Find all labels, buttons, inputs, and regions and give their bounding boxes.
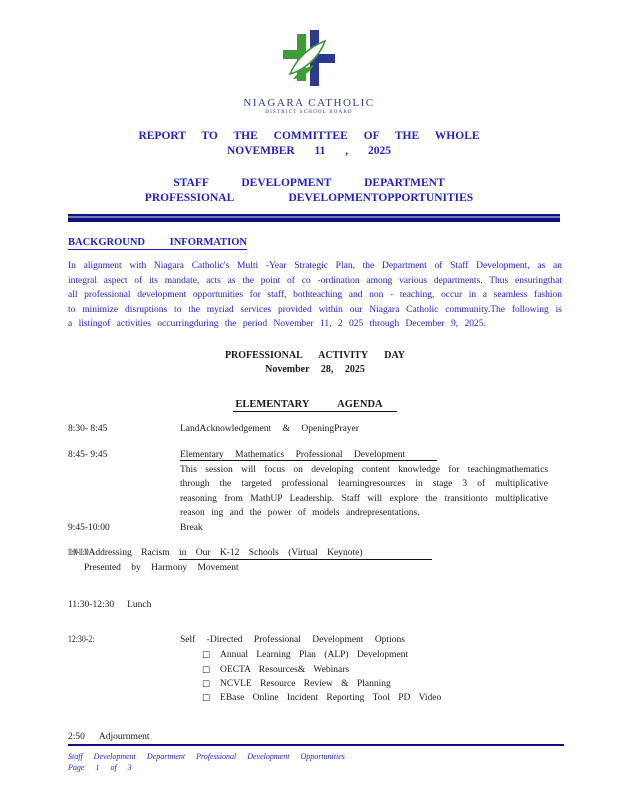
agenda-list	[68, 422, 562, 745]
agenda-time: 8:45- 9:45	[68, 450, 108, 461]
bullet-item: □ OECTA Resources& Webinars	[202, 664, 350, 675]
report-date: NOVEMBER 11 , 2025	[226, 145, 392, 157]
elementary-agenda-heading: ELEMENTARY AGENDA	[68, 399, 562, 410]
agenda-row-adjournment	[68, 730, 562, 745]
report-title: REPORT TO THE COMMITTEE OF THE WHOLE	[138, 130, 480, 142]
org-name: NIAGARA CATHOLIC	[243, 97, 375, 109]
department-subtitle: PROFESSIONAL DEVELOPMENTOPPORTUNITIES	[144, 192, 474, 204]
department-title: STAFF DEVELOPMENT DEPARTMENT	[173, 177, 445, 189]
agenda-title: Self -Directed Professional Development Options	[180, 634, 405, 645]
checkbox-icon: □	[202, 693, 211, 704]
header-divider	[68, 214, 560, 222]
bullet-item: □ Annual Learning Plan (ALP) Development	[202, 650, 409, 661]
footer-divider	[68, 744, 564, 746]
logo-block	[0, 0, 618, 115]
org-subtitle: DISTRICT SCHOOL BOARD	[265, 110, 353, 115]
checkbox-icon: □	[202, 678, 211, 689]
checkbox-icon: □	[202, 650, 211, 661]
agenda-description: This session will focus on developing content knowledge for teachingmathematics through the targeted professional learningresources in stage 3 of multiplicative reasoning from MathUP Leadership. Staff will explore the transitionto multiplicative reason ing and the power of models andrepresentations.	[180, 464, 548, 519]
agenda-row-break	[68, 521, 562, 536]
agenda-row-opening	[68, 422, 562, 437]
agenda-row-keynote	[68, 546, 562, 575]
background-heading: BACKGROUND INFORMATION	[68, 237, 248, 248]
agenda-title: Break	[180, 522, 203, 533]
agenda-time: 8:30- 8:45	[68, 423, 108, 434]
agenda-time: 12:30-2:	[68, 634, 95, 645]
agenda-time: 11:00-11:30	[68, 548, 89, 559]
activity-day-date: November 28, 2025	[265, 364, 365, 376]
report-title-block	[0, 129, 618, 159]
split-cross-with-leaves-icon	[278, 28, 340, 90]
agenda-title: Addressing Racism in Our K-12 Schools (Virtual Keynote)	[88, 548, 432, 560]
activity-day-title: PROFESSIONAL ACTIVITY DAY	[224, 349, 406, 361]
footer-page-number: Page 1 of 3	[68, 762, 132, 772]
agenda-title: Adjournment	[98, 732, 150, 743]
footer	[68, 752, 345, 773]
agenda-row-math	[68, 448, 562, 521]
agenda-title: LandAcknowledgement & OpeningPrayer	[180, 423, 359, 434]
bullet-list	[180, 648, 562, 705]
checkbox-icon: □	[202, 664, 211, 675]
background-paragraph: In alignment with Niagara Catholic's Multi -Year Strategic Plan, the Department of Staff Development, as an integral aspect of its mandate, acts as the point of co -ordination among various departments. Thus ensuringthat all professional development opportunities for staff, bothteaching and non - teaching, occur in a seamless fashion to minimize disruptions to the myriad services provided within our Niagara Catholic community.The following is a listingof activities occurringduring the period November 11, 2 025 through December 9, 2025.	[68, 261, 562, 330]
agenda-time: 2:50	[68, 732, 85, 743]
activity-day-block	[68, 349, 562, 378]
agenda-title: Lunch	[127, 600, 152, 611]
agenda-row-self-directed	[68, 633, 562, 705]
department-title-block	[0, 176, 618, 206]
footer-title: Staff Development Department Professional Development Opportunities	[68, 752, 345, 761]
agenda-title: Elementary Mathematics Professional Development	[180, 448, 562, 463]
agenda-time: 9:45-10:00	[68, 522, 110, 533]
bullet-item: □ NCVLE Resource Review & Planning	[202, 678, 391, 689]
agenda-row-lunch	[68, 598, 562, 613]
agenda-time: 11:30-12:30	[68, 600, 115, 611]
agenda-presenter: Presented by Harmony Movement	[84, 562, 239, 573]
bullet-item: □ EBase Online Incident Reporting Tool PD Video	[202, 693, 442, 704]
